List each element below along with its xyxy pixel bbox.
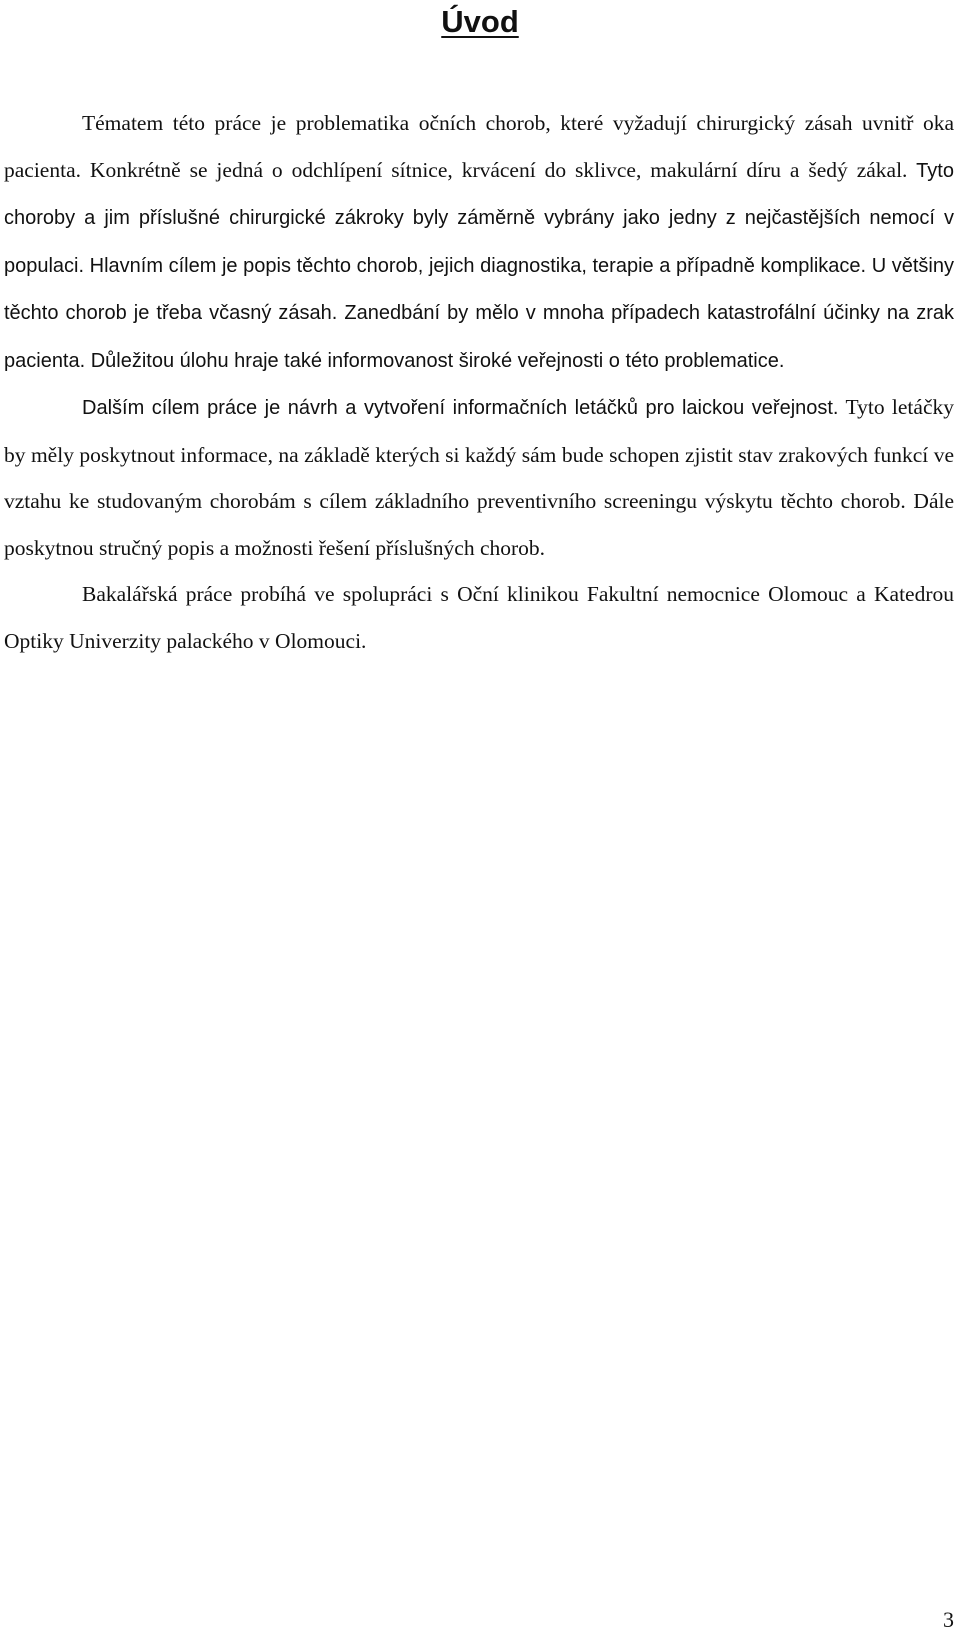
paragraph-3: Bakalářská práce probíhá ve spolupráci s Oční klinikou Fakultní nemocnice Olomouc a Katedrou Optiky Univerzity palackého v Olomouci. bbox=[4, 582, 954, 653]
document-body bbox=[4, 100, 954, 664]
paragraph-1 bbox=[4, 100, 954, 384]
page-title: Úvod bbox=[441, 4, 519, 39]
paragraph-1-serif-run: Tématem této práce je problematika očních chorob, které vyžadují chirurgický zásah uvnitř oka pacienta. Konkrétně se jedná o odchlípení sítnice, krvácení do sklivce, makulární díru a šedý zákal. bbox=[4, 111, 954, 182]
paragraph-2-serif-run: Tyto letáčky by měly poskytnout informace, na základě kterých si každý sám bude schopen zjistit stav zrakových funkcí ve vztahu ke studovaným chorobám s cílem základního preventivního screeningu výskytu těchto chorob. Dále poskytnou stručný popis a možnosti řešení příslušných chorob. bbox=[4, 395, 954, 560]
paragraph-2-sans-run: Dalším cílem práce je návrh a vytvoření informačních letáčků pro laickou veřejnost. bbox=[82, 397, 839, 419]
paragraph-2 bbox=[4, 384, 954, 571]
paragraph-1-sans-run: Tyto choroby a jim příslušné chirurgické zákroky byly záměrně vybrány jako jedny z nejčastějších nemocí v populaci. Hlavním cílem je popis těchto chorob, jejich diagnostika, terapie a případně komplikace. U většiny těchto chorob je třeba včasný zásah. Zanedbání by mělo v mnoha případech katastrofální účinky na zrak pacienta. Důležitou úlohu hraje také informovanost široké veřejnosti o této problematice. bbox=[4, 159, 954, 372]
page-number: 3 bbox=[943, 1607, 954, 1632]
